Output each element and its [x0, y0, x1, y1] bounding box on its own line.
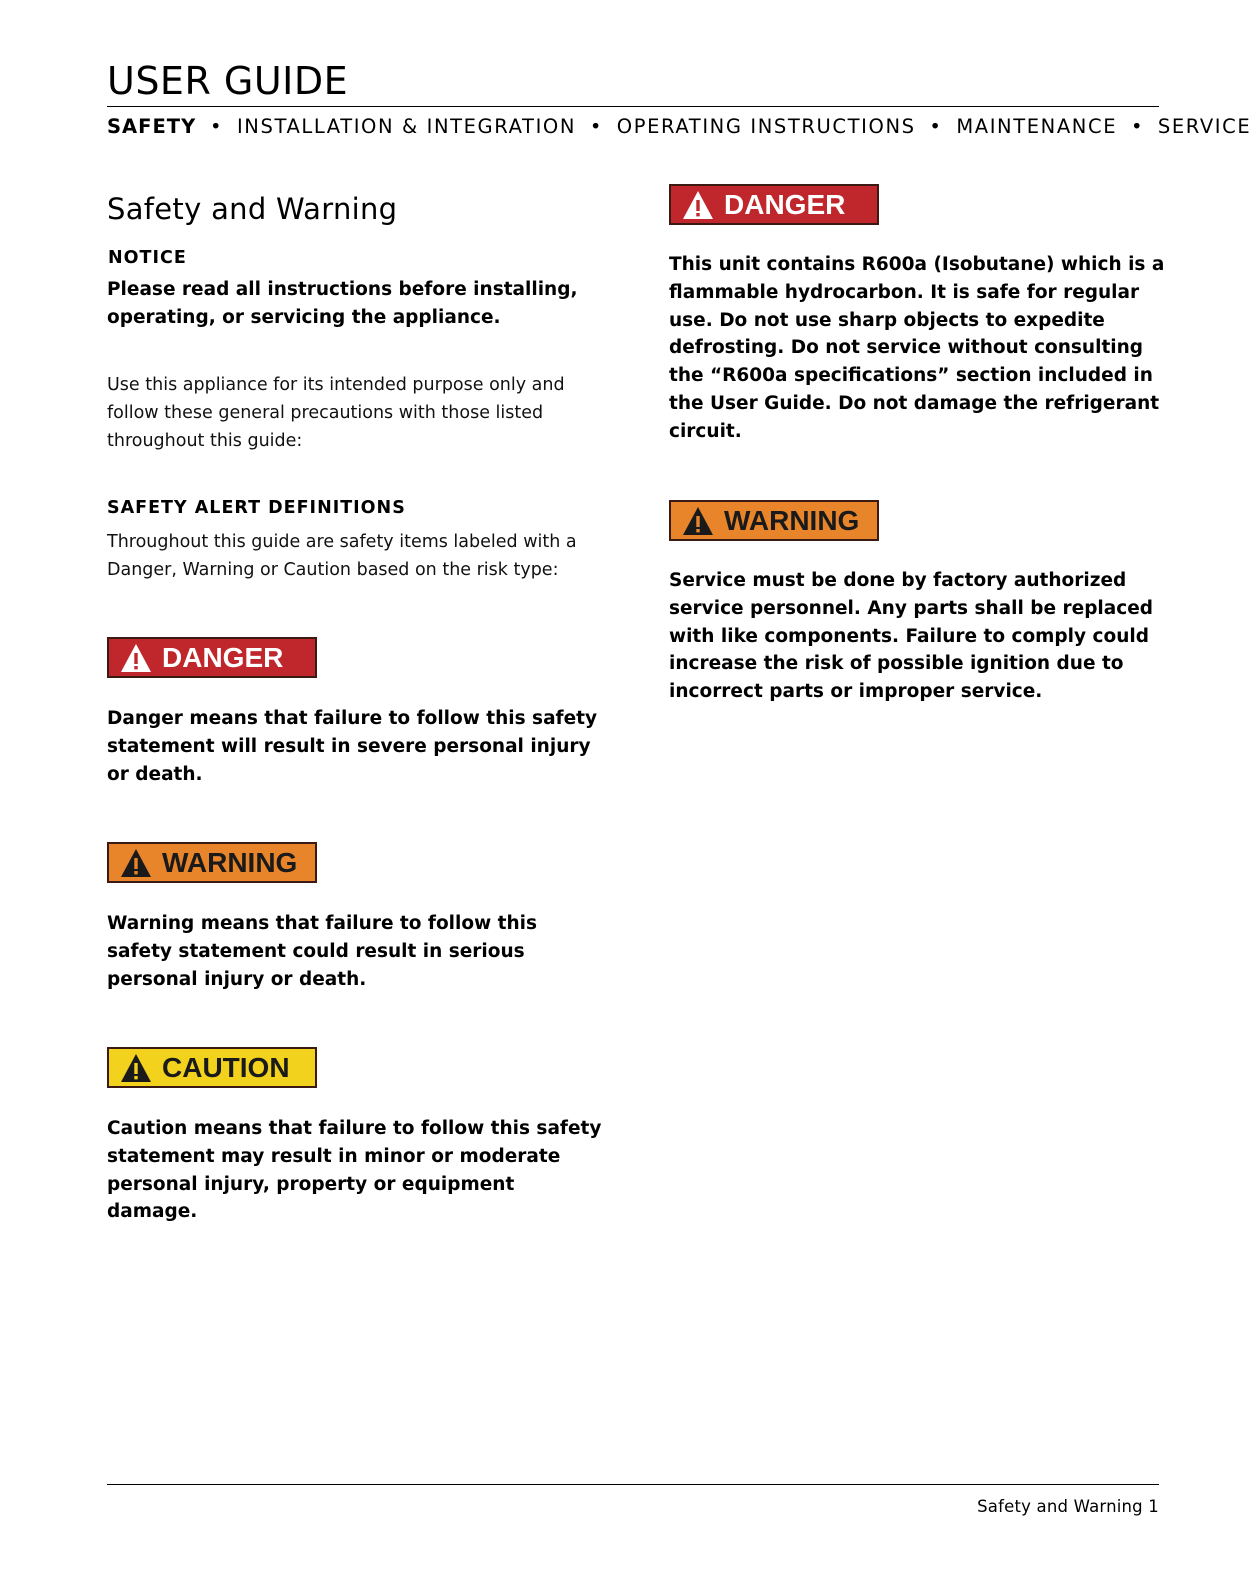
- definitions-intro: Throughout this guide are safety items labeled with a Danger, Warning or Caution based on the risk type:: [107, 532, 577, 580]
- section-nav: [107, 115, 1251, 138]
- nav-item-safety[interactable]: SAFETY: [107, 115, 197, 138]
- page-footer: Safety and Warning 1: [977, 1497, 1159, 1516]
- nav-item-maintenance[interactable]: MAINTENANCE: [956, 115, 1118, 138]
- nav-separator: •: [1130, 115, 1145, 138]
- footer-divider: [107, 1484, 1159, 1485]
- warning-triangle-icon: [119, 642, 153, 674]
- warning-label: WARNING: [162, 846, 298, 878]
- warning-definition: Warning means that failure to follow this safety statement could result in serious personal injury or death.: [107, 913, 537, 990]
- notice-text: Please read all instructions before installing, operating, or servicing the appliance.: [107, 279, 578, 328]
- caution-label: CAUTION: [162, 1051, 290, 1083]
- danger-definition: Danger means that failure to follow this safety statement will result in severe personal injury or death.: [107, 708, 598, 785]
- notice-label: NOTICE: [108, 248, 187, 268]
- warning-badge: [107, 842, 317, 883]
- nav-separator: •: [589, 115, 603, 138]
- caution-definition: Caution means that failure to follow this safety statement may result in minor or moderate personal injury, property or equipment damage.: [107, 1118, 602, 1223]
- warning-triangle-icon: [681, 189, 715, 221]
- nav-item-service[interactable]: SERVICE: [1157, 115, 1251, 138]
- header-divider: [107, 106, 1159, 107]
- nav-item-operating[interactable]: OPERATING INSTRUCTIONS: [616, 115, 916, 138]
- caution-badge: [107, 1047, 317, 1088]
- nav-separator: •: [210, 115, 224, 138]
- document-title: USER GUIDE: [107, 59, 349, 104]
- warning-triangle-icon: [119, 847, 153, 879]
- warning-triangle-icon: [681, 505, 715, 537]
- danger-label: DANGER: [724, 188, 846, 220]
- section-title: Safety and Warning: [107, 192, 398, 227]
- warning-triangle-icon: [119, 1052, 153, 1084]
- nav-item-installation[interactable]: INSTALLATION & INTEGRATION: [236, 115, 577, 138]
- nav-separator: •: [929, 115, 943, 138]
- intro-paragraph: Use this appliance for its intended purpose only and follow these general precautions with those listed throughout this guide:: [107, 375, 565, 451]
- danger-badge: [669, 184, 879, 225]
- service-warning-text: Service must be done by factory authorized service personnel. Any parts shall be replaced with like components. Failure to comply could increase the risk of possible ignition due to incorrect parts or improper service.: [669, 570, 1154, 703]
- danger-label: DANGER: [162, 641, 284, 673]
- danger-badge: [107, 637, 317, 678]
- refrigerant-danger-text: This unit contains R600a (Isobutane) which is a flammable hydrocarbon. It is safe for regular use. Do not use sharp objects to expedite defrosting. Do not service without consulting the “R600a specifications” section included in the User Guide. Do not damage the refrigerant circuit.: [669, 254, 1165, 442]
- warning-label: WARNING: [724, 504, 860, 536]
- definitions-heading: SAFETY ALERT DEFINITIONS: [107, 498, 406, 518]
- warning-badge: [669, 500, 879, 541]
